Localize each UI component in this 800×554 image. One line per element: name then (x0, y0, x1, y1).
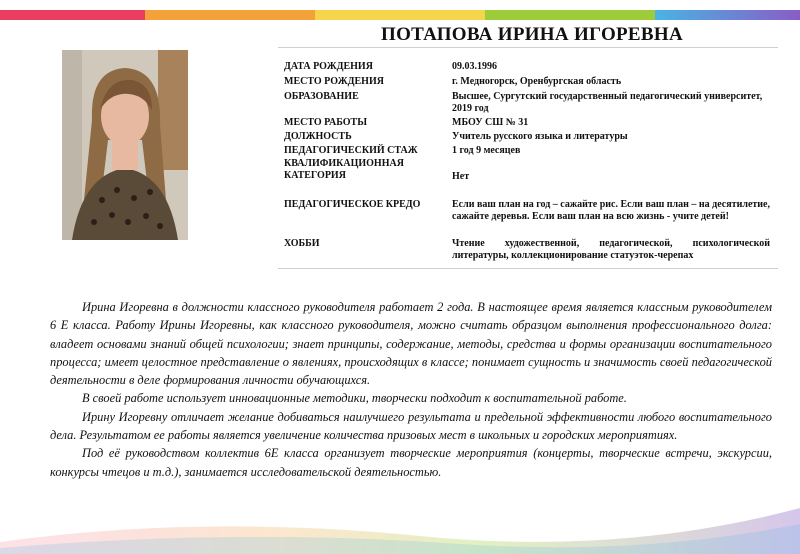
profile-label: ПЕДАГОГИЧЕСКОЕ КРЕДО (284, 199, 421, 210)
profile-value: Если ваш план на год – сажайте рис. Если ваш план – на десятилетие, сажайте деревья. Если ваш план на всю жизнь - учите детей! (452, 199, 770, 222)
decorative-color-bar (0, 10, 800, 20)
bar-segment (655, 10, 800, 20)
biography-paragraph: В своей работе использует инновационные методики, творчески подходит к воспитательной работе. (82, 391, 627, 406)
bar-segment (315, 10, 485, 20)
biography-paragraph: Под её руководством коллектив 6Е класса организует творческие мероприятия (концерты, творческие встречи, экскурсии, конкурсы чтецов и т.д.), занимается исследовательской деятельностью. (50, 446, 772, 479)
profile-label: ОБРАЗОВАНИЕ (284, 91, 359, 102)
biography-paragraph: Ирину Игоревну отличает желание добиваться наилучшего результата и предельной эффективности любого воспитательного дела. Результатом ее работы является увеличение количества призовых мест в школьных и городских мероприятиях. (50, 409, 772, 443)
portrait-illustration (62, 50, 188, 240)
bar-segment (485, 10, 655, 20)
profile-value: г. Медногорск, Оренбургская область (452, 76, 622, 87)
title-divider (278, 47, 778, 48)
biography-text (50, 298, 772, 481)
biography-paragraph: Ирина Игоревна в должности классного руководителя работает 2 года. В настоящее время является классным руководителем 6 Е класса. Работу Ирины Игоревны, как классного руководителя, можно считать образцом выполнения профессионального долга: владеет основами знаний общей психологии; знает принципы, содержание, методы, средства и формы организации воспитательного процесса; имеет целостное представление о явлениях, происходящих в классе; понимает сущность и значимость своей педагогической деятельности в деле формирования личности обучающихся. (50, 300, 772, 388)
bar-segment (145, 10, 315, 20)
page-title: ПОТАПОВА ИРИНА ИГОРЕВНА (381, 24, 683, 45)
profile-value: Учитель русского языка и литературы (452, 131, 628, 142)
profile-label: ПЕДАГОГИЧЕСКИЙ СТАЖ (284, 145, 418, 156)
profile-value: МБОУ СШ № 31 (452, 117, 529, 128)
profile-label: ДОЛЖНОСТЬ (284, 131, 352, 142)
profile-value: Нет (452, 171, 470, 182)
bar-segment (0, 10, 145, 20)
profile-value: 1 год 9 месяцев (452, 145, 521, 156)
card-divider (278, 268, 778, 269)
portrait-photo (62, 50, 188, 240)
profile-value: Высшее, Сургутский государственный педагогический университет, 2019 год (452, 91, 763, 114)
profile-label: КВАЛИФИКАЦИОННАЯ КАТЕГОРИЯ (284, 158, 404, 181)
profile-label: МЕСТО РАБОТЫ (284, 117, 368, 128)
profile-label: ХОББИ (284, 238, 320, 249)
profile-value: 09.03.1996 (452, 61, 497, 72)
profile-label: ДАТА РОЖДЕНИЯ (284, 61, 373, 72)
decorative-swoosh (0, 484, 800, 554)
profile-label: МЕСТО РОЖДЕНИЯ (284, 76, 384, 87)
profile-value: Чтение художественной, педагогической, психологической литературы, коллекционирование статуэток-черепах (452, 238, 770, 261)
